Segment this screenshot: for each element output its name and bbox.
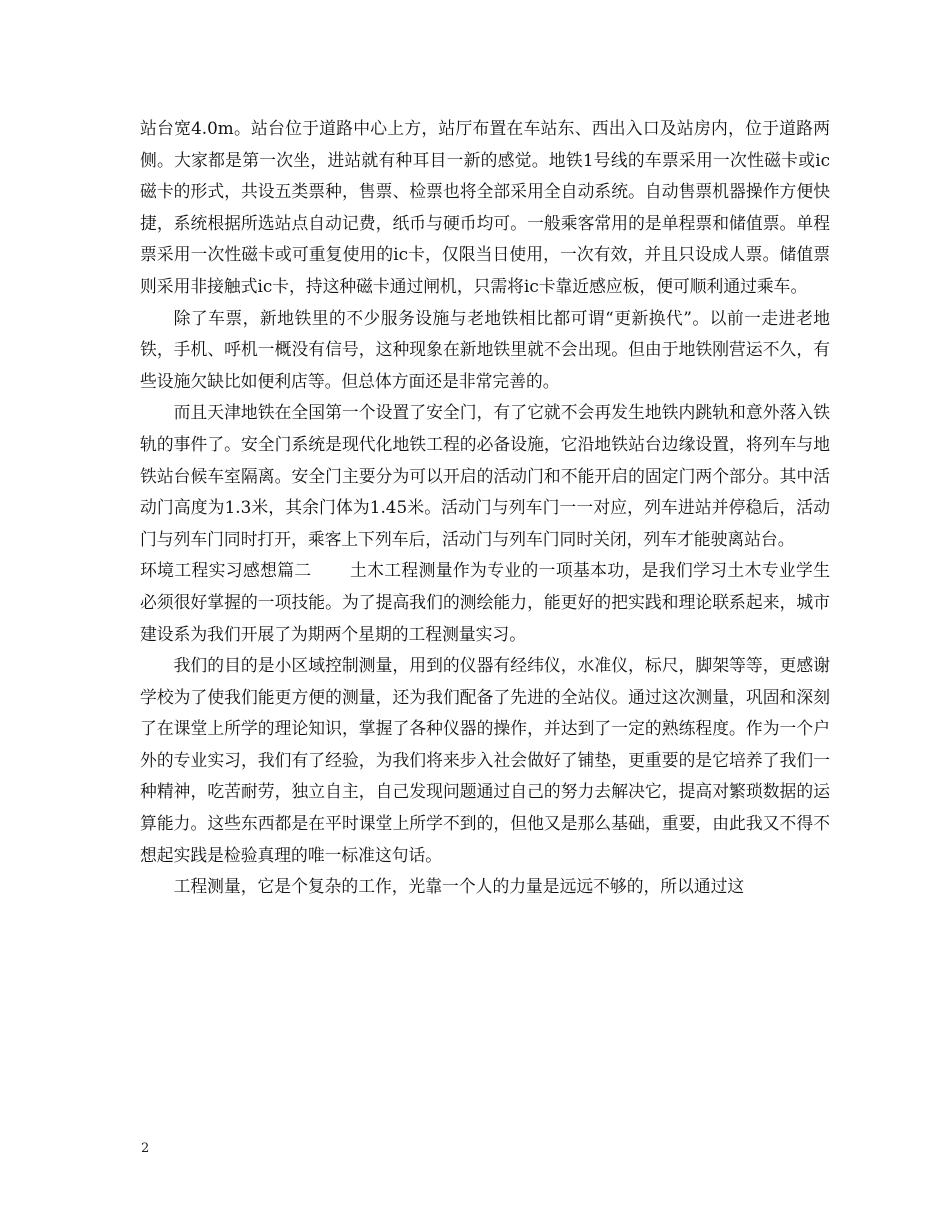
section-heading: 环境工程实习感想篇二	[140, 560, 312, 581]
page-number: 2	[141, 1141, 150, 1156]
paragraph-service-facilities: 除了车票，新地铁里的不少服务设施与老地铁相比都可谓“更新换代”。以前一走进老地铁，手机、呼机一概没有信号，这种现象在新地铁里就不会出现。但由于地铁刚营运不久，有些设施欠缺比如便利店等。但总体方面还是非常完善的。	[140, 307, 830, 391]
paragraph-survey-teamwork: 工程测量，它是个复杂的工作，光靠一个人的力量是远远不够的，所以通过这	[173, 876, 745, 897]
section-two-block	[140, 555, 830, 650]
paragraph-survey-purpose: 我们的目的是小区域控制测量，用到的仪器有经纬仪，水准仪，标尺，脚架等等，更感谢学校为了使我们能更方便的测量，还为我们配备了先进的全站仪。通过这次测量，巩固和深刻了在课堂上所学的理论知识，掌握了各种仪器的操作，并达到了一定的熟练程度。作为一个户外的专业实习，我们有了经验，为我们将来步入社会做好了铺垫，更重要的是它培养了我们一种精神，吃苦耐劳，独立自主，自己发现问题通过自己的努力去解决它，提高对繁琐数据的运算能力。这些东西都是在平时课堂上所学不到的，但他又是那么基础，重要，由此我又不得不想起实践是检验真理的唯一标准这句话。	[140, 655, 830, 865]
body-text	[140, 113, 830, 903]
paragraph-subway-tickets: 站台宽4.0m。站台位于道路中心上方，站厅布置在车站东、西出入口及站房内，位于道路两侧。大家都是第一次坐，进站就有种耳目一新的感觉。地铁1号线的车票采用一次性磁卡或ic磁卡的形式，共设五类票种，售票、检票也将全部采用全自动系统。自动售票机器操作方便快捷，系统根据所选站点自动记费，纸币与硬币均可。一般乘客常用的是单程票和储值票。单程票采用一次性磁卡或可重复使用的ic卡，仅限当日使用，一次有效，并且只设成人票。储值票则采用非接触式ic卡，持这种磁卡通过闸机，只需将ic卡靠近感应板，便可顺利通过乘车。	[140, 118, 830, 296]
section-intro: 土木工程测量作为专业的一项基本功，是我们学习土木专业学生必须很好掌握的一项技能。为了提高我们的测绘能力，能更好的把实践和理论联系起来，城市建设系为我们开展了为期两个星期的工程测量实习。	[140, 560, 830, 644]
paragraph-safety-doors: 而且天津地铁在全国第一个设置了安全门，有了它就不会再发生地铁内跳轨和意外落入铁轨的事件了。安全门系统是现代化地铁工程的必备设施，它沿地铁站台边缘设置，将列车与地铁站台候车室隔离。安全门主要分为可以开启的活动门和不能开启的固定门两个部分。其中活动门高度为1.3米，其余门体为1.45米。活动门与列车门一一对应，列车进站并停稳后，活动门与列车门同时打开，乘客上下列车后，活动门与列车门同时关闭，列车才能驶离站台。	[140, 402, 830, 549]
